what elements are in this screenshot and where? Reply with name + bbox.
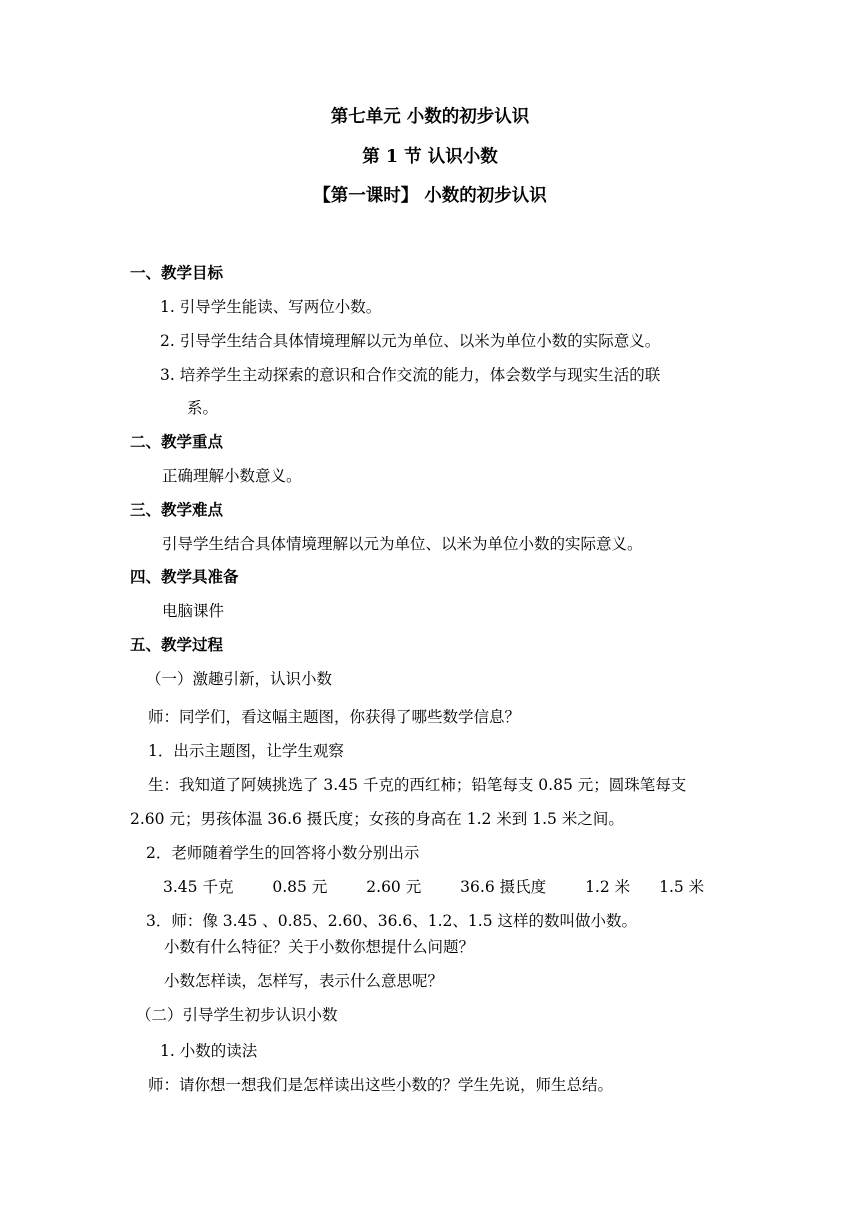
process-paragraph: 1. 小数的读法	[160, 1042, 258, 1060]
decimal-example: 0.85 元	[272, 878, 328, 896]
process-paragraph: 小数有什么特征？关于小数你想提什么问题？	[164, 938, 475, 956]
goal-item-3-continued: 系。	[187, 399, 219, 417]
process-paragraph: 3．师：像 3.45 、0.85、2.60、36.6、1.2、1.5 这样的数叫做小数。	[146, 912, 637, 930]
decimal-example: 2.60 元	[366, 878, 422, 896]
process-paragraph: 师：同学们，看这幅主题图，你获得了哪些数学信息？	[148, 708, 521, 726]
unit-title: 第七单元 小数的初步认识	[330, 107, 530, 127]
heading-key-points: 二、教学重点	[130, 432, 224, 451]
process-paragraph: 2．老师随着学生的回答将小数分别出示	[146, 844, 420, 862]
goal-item-3: 3. 培养学生主动探索的意识和合作交流的能力，体会数学与现实生活的联	[160, 366, 661, 384]
key-points-text: 正确理解小数意义。	[162, 467, 302, 485]
decimal-example: 1.2 米	[585, 878, 631, 896]
process-paragraph: 小数怎样读，怎样写，表示什么意思呢？	[164, 972, 444, 990]
heading-process: 五、教学过程	[130, 635, 224, 654]
decimal-example: 36.6 摄氏度	[460, 878, 547, 896]
process-paragraph: 生：我知道了阿姨挑选了 3.45 千克的西红柿；铅笔每支 0.85 元；圆珠笔每支	[148, 776, 687, 794]
process-paragraph: 2.60 元；男孩体温 36.6 摄氏度；女孩的身高在 1.2 米到 1.5 米之间。	[130, 810, 624, 828]
heading-teaching-goals: 一、教学目标	[130, 263, 224, 282]
decimal-example: 1.5 米	[659, 878, 705, 896]
goal-item-2: 2. 引导学生结合具体情境理解以元为单位、以米为单位小数的实际意义。	[160, 332, 661, 350]
section-title: 第 1 节 认识小数	[362, 147, 498, 167]
process-part-1-title: （一）激趣引新，认识小数	[146, 670, 333, 688]
heading-difficulties: 三、教学难点	[130, 500, 224, 519]
process-paragraph: 1．出示主题图，让学生观察	[148, 742, 344, 760]
lesson-title: 【第一课时】 小数的初步认识	[313, 186, 547, 206]
process-paragraph: 师：请你想一想我们是怎样读出这些小数的？学生先说，师生总结。	[148, 1076, 614, 1094]
difficulties-text: 引导学生结合具体情境理解以元为单位、以米为单位小数的实际意义。	[162, 535, 643, 553]
goal-item-1: 1. 引导学生能读、写两位小数。	[160, 298, 382, 316]
materials-text: 电脑课件	[162, 602, 225, 620]
heading-materials: 四、教学具准备	[130, 567, 239, 586]
decimal-examples-row	[163, 876, 738, 898]
decimal-example: 3.45 千克	[163, 878, 234, 896]
process-part-2-title: （二）引导学生初步认识小数	[136, 1006, 338, 1024]
